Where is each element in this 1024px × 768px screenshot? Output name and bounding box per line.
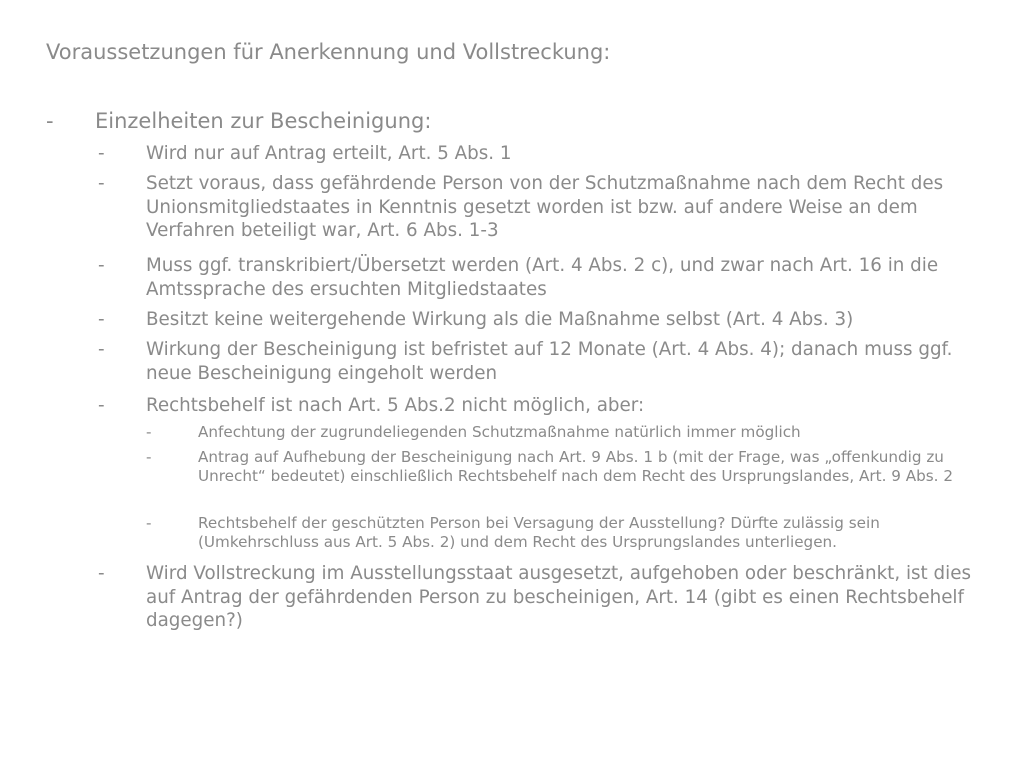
bullet-dash: - bbox=[98, 173, 105, 194]
bullet-dash: - bbox=[98, 339, 105, 360]
bullet-dash: - bbox=[146, 448, 152, 466]
list-item-text: Wird Vollstreckung im Ausstellungsstaat ausgesetzt, aufgehoben oder beschränkt, ist dies auf Antrag der gefährdenden Person zu bescheinigen, Art. 14 (gibt es einen Rechtsbehelf dagegen?) bbox=[146, 563, 971, 631]
list-item-text: Setzt voraus, dass gefährdende Person von der Schutzmaßnahme nach dem Recht des Unionsmitgliedstaates in Kenntnis gesetzt worden ist bzw. auf andere Weise an dem Verfahren beteiligt war, Art. 6 Abs. 1-3 bbox=[146, 173, 944, 241]
sub-list-item-text: Antrag auf Aufhebung der Bescheinigung nach Art. 9 Abs. 1 b (mit der Frage, was „offenkundig zu Unrecht“ bedeutet) einschließlich Rechtsbehelf nach dem Recht des Ursprungslandes, Art. 9 Abs. 2 bbox=[198, 448, 953, 485]
bullet-dash: - bbox=[146, 514, 152, 532]
bullet-dash: - bbox=[98, 255, 105, 276]
bullet-dash: - bbox=[98, 395, 105, 416]
bullet-dash: - bbox=[98, 143, 105, 164]
sub-list-item-text: Rechtsbehelf der geschützten Person bei Versagung der Ausstellung? Dürfte zulässig sein (Umkehrschluss aus Art. 5 Abs. 2) und dem Recht des Ursprungslandes unterliegen. bbox=[198, 514, 880, 551]
bullet-dash: - bbox=[98, 563, 105, 584]
list-item-text: Rechtsbehelf ist nach Art. 5 Abs.2 nicht möglich, aber: bbox=[146, 395, 645, 416]
list-item-text: Wirkung der Bescheinigung ist befristet auf 12 Monate (Art. 4 Abs. 4); danach muss ggf. neue Bescheinigung eingeholt werden bbox=[146, 339, 953, 384]
list-item-text: Muss ggf. transkribiert/Übersetzt werden (Art. 4 Abs. 2 c), und zwar nach Art. 16 in die Amtssprache des ersuchten Mitgliedstaates bbox=[146, 255, 939, 300]
list-item-text: Besitzt keine weitergehende Wirkung als die Maßnahme selbst (Art. 4 Abs. 3) bbox=[146, 309, 854, 330]
sub-list-item-text: Anfechtung der zugrundeliegenden Schutzmaßnahme natürlich immer möglich bbox=[198, 423, 801, 441]
heading-text: Einzelheiten zur Bescheinigung: bbox=[95, 109, 432, 133]
bullet-dash: - bbox=[146, 423, 152, 441]
bullet-dash: - bbox=[46, 109, 54, 133]
slide-title: Voraussetzungen für Anerkennung und Vollstreckung: bbox=[46, 40, 611, 64]
list-item-text: Wird nur auf Antrag erteilt, Art. 5 Abs. 1 bbox=[146, 143, 512, 164]
bullet-dash: - bbox=[98, 309, 105, 330]
